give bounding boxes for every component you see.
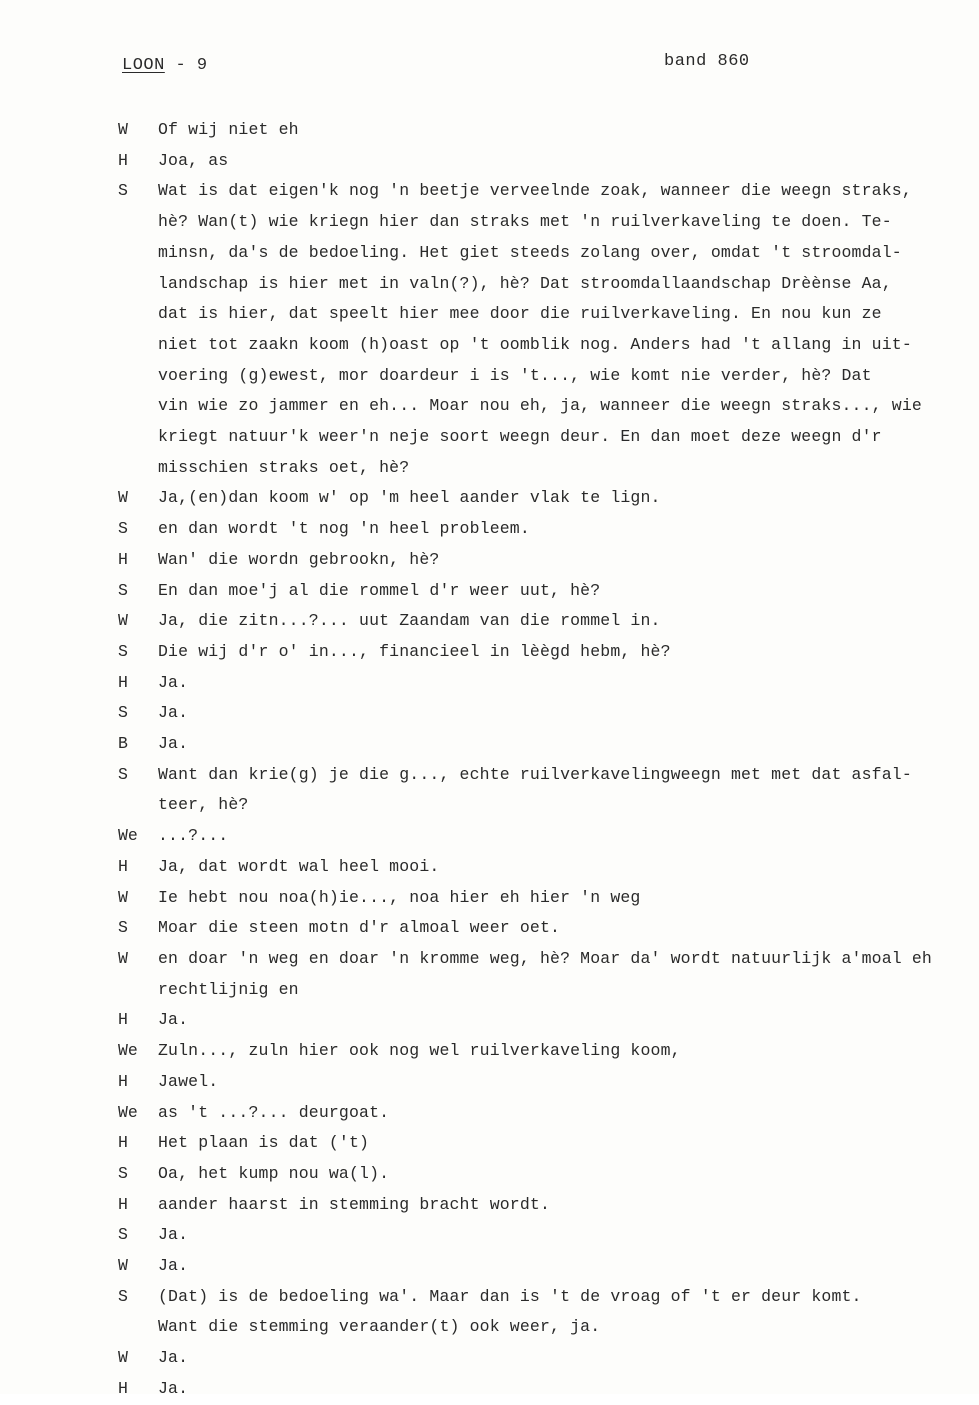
utterance-text [158,606,978,637]
speaker-label: S [118,764,128,784]
utterance-text [158,1098,978,1129]
transcript-turn [118,913,978,944]
speaker-label: We [118,826,138,846]
utterance-text [158,913,978,944]
utterance-line: misschien straks oet, hè? [158,457,410,477]
utterance-line: niet tot zaakn koom (h)oast op 't oomblik nog. Anders had 't allang in uit- [158,334,912,354]
speaker-label: S [118,580,128,600]
page-header-right: band 860 [664,52,750,71]
speaker-label: S [118,181,128,201]
speaker-label: W [118,611,128,631]
utterance-line: (Dat) is de bedoeling wa'. Maar dan is 't de vroag of 't er deur komt. [158,1286,862,1306]
speaker-label: H [118,1133,128,1153]
utterance-line: Oa, het kump nou wa(l). [158,1163,390,1183]
transcript-turn [118,176,978,483]
transcript-turn [118,1036,978,1067]
utterance-text [158,852,978,883]
transcript-turn [118,698,978,729]
utterance-line: Ja. [158,1378,189,1398]
speaker-label: W [118,1256,128,1276]
transcript-turn [118,1005,978,1036]
transcript-turn [118,1251,978,1282]
utterance-text [158,514,978,545]
utterance-line: Wat is dat eigen'k nog 'n beetje verveelnde zoak, wanneer die weegn straks, [158,181,912,201]
utterance-line: kriegt natuur'k weer'n neje soort weegn deur. En dan moet deze weegn d'r [158,427,882,447]
speaker-label: S [118,641,128,661]
utterance-line: Ja. [158,1225,189,1245]
speaker-label: H [118,1378,128,1398]
utterance-text [158,115,978,146]
transcript-turn [118,821,978,852]
utterance-line: Zuln..., zuln hier ook nog wel ruilverkaveling koom, [158,1041,681,1061]
transcript-turn [118,1190,978,1221]
header-page-number: 9 [196,56,208,75]
transcript-turn [118,1282,978,1343]
speaker-label: S [118,703,128,723]
utterance-line: Ja. [158,734,189,754]
transcript-turn [118,760,978,821]
utterance-line: Jawel. [158,1071,219,1091]
utterance-line: vin wie zo jammer en eh... Moar nou eh, ja, wanneer die weegn straks..., wie [158,396,922,416]
transcript-turn [118,576,978,607]
utterance-text [158,698,978,729]
transcript-turn [118,668,978,699]
utterance-text [158,576,978,607]
utterance-text [158,1251,978,1282]
utterance-text [158,1343,978,1374]
transcript-turn [118,883,978,914]
utterance-text [158,1220,978,1251]
utterance-line: Ie hebt nou noa(h)ie..., noa hier eh hier 'n weg [158,887,641,907]
utterance-text [158,729,978,760]
utterance-line: En dan moe'j al die rommel d'r weer uut, hè? [158,580,601,600]
utterance-text [158,1190,978,1221]
speaker-label: We [118,1102,138,1122]
utterance-text [158,483,978,514]
utterance-text [158,1067,978,1098]
utterance-text [158,944,978,1005]
speaker-label: S [118,1286,128,1306]
speaker-label: S [118,918,128,938]
transcript-turn [118,606,978,637]
utterance-text [158,1282,978,1343]
transcript-turn [118,483,978,514]
transcript-turn [118,146,978,177]
speaker-label: We [118,1041,138,1061]
utterance-line: Ja, die zitn...?... uut Zaandam van die rommel in. [158,611,661,631]
utterance-line: ...?... [158,826,229,846]
header-separator: - [164,56,197,75]
speaker-label: H [118,672,128,692]
utterance-line: Want die stemming veraander(t) ook weer, ja. [158,1317,601,1337]
speaker-label: W [118,120,128,139]
utterance-text [158,760,978,821]
speaker-label: W [118,887,128,907]
utterance-line: Die wij d'r o' in..., financieel in lèègd hebm, hè? [158,641,671,661]
speaker-label: S [118,519,128,539]
speaker-label: S [118,1163,128,1183]
utterance-text [158,1374,978,1405]
utterance-text [158,146,978,177]
utterance-line: teer, hè? [158,795,249,815]
utterance-line: landschap is hier met in valn(?), hè? Dat stroomdallaandschap Drèènse Aa, [158,273,892,293]
transcript-turn [118,1128,978,1159]
speaker-label: W [118,488,128,508]
utterance-line: Ja. [158,1256,189,1276]
utterance-text [158,1128,978,1159]
utterance-text [158,1005,978,1036]
transcript-turn [118,1098,978,1129]
utterance-line: rechtlijnig en [158,979,299,999]
utterance-text [158,637,978,668]
page-header-left [122,56,208,75]
utterance-line: dat is hier, dat speelt hier mee door die ruilverkaveling. En nou kun ze [158,304,882,324]
utterance-line: Moar die steen motn d'r almoal weer oet. [158,918,561,938]
utterance-line: minsn, da's de bedoeling. Het giet steeds zolang over, omdat 't stroomdal- [158,242,902,262]
transcript-turn [118,1067,978,1098]
speaker-label: B [118,734,128,754]
transcript-turn [118,637,978,668]
utterance-line: Want dan krie(g) je die g..., echte ruilverkavelingweegn met met dat asfal- [158,764,912,784]
speaker-label: H [118,549,128,569]
utterance-text [158,176,978,483]
utterance-text [158,668,978,699]
transcript-turn [118,115,978,146]
utterance-text [158,1159,978,1190]
utterance-line: Ja,(en)dan koom w' op 'm heel aander vlak te lign. [158,488,661,508]
transcript-turn [118,1374,978,1405]
utterance-line: en dan wordt 't nog 'n heel probleem. [158,519,530,539]
utterance-line: Of wij niet eh [158,120,299,139]
transcript-turn [118,944,978,1005]
utterance-line: Wan' die wordn gebrookn, hè? [158,549,440,569]
utterance-line: Joa, as [158,150,229,170]
utterance-text [158,883,978,914]
utterance-line: as 't ...?... deurgoat. [158,1102,390,1122]
utterance-line: Ja. [158,672,189,692]
utterance-line: Het plaan is dat ('t) [158,1133,370,1153]
transcript-turn [118,852,978,883]
utterance-line: aander haarst in stemming bracht wordt. [158,1194,551,1214]
transcript-turn [118,545,978,576]
utterance-text [158,545,978,576]
speaker-label: S [118,1225,128,1245]
utterance-text [158,1036,978,1067]
speaker-label: H [118,856,128,876]
utterance-line: Ja. [158,1348,189,1368]
utterance-line: en doar 'n weg en doar 'n kromme weg, hè? Moar da' wordt natuurlijk a'moal eh [158,948,932,968]
utterance-line: voering (g)ewest, mor doardeur i is 't..., wie komt nie verder, hè? Dat [158,365,872,385]
transcript-turn [118,1159,978,1190]
utterance-line: Ja. [158,703,189,723]
utterance-line: Ja, dat wordt wal heel mooi. [158,856,440,876]
speaker-label: W [118,1348,128,1368]
speaker-label: H [118,1071,128,1091]
speaker-label: H [118,150,128,170]
utterance-text [158,821,978,852]
transcript-turn [118,1220,978,1251]
speaker-label: H [118,1194,128,1214]
transcript-turn [118,729,978,760]
header-title: LOON [122,56,165,75]
utterance-line: hè? Wan(t) wie kriegn hier dan straks met 'n ruilverkaveling te doen. Te- [158,212,892,232]
speaker-label: H [118,1010,128,1030]
utterance-line: Ja. [158,1010,189,1030]
transcript-body [118,115,978,1405]
transcript-turn [118,1343,978,1374]
speaker-label: W [118,948,128,968]
transcript-turn [118,514,978,545]
